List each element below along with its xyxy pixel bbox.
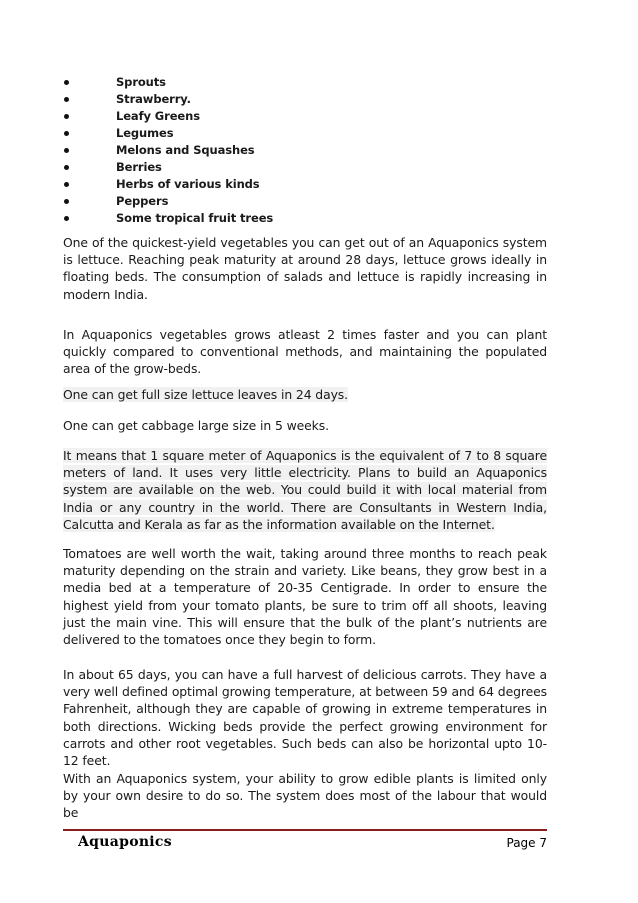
crop-bullet-list	[64, 74, 273, 227]
list-item	[64, 91, 273, 108]
list-item-text: Sprouts	[116, 75, 166, 89]
paragraph-cabbage: One can get cabbage large size in 5 weeks.	[63, 418, 329, 433]
paragraph-lettuce-days	[63, 386, 547, 403]
paragraph-tomatoes: Tomatoes are well worth the wait, taking around three months to reach peak maturity depending on the strain and variety. Like beans, they grow best in a media bed at a temperature of 20-35 Centigrade. In order to ensure the highest yield from your tomato plants, be sure to trim off all shoots, leaving just the main vine. This will ensure that the bulk of the plant’s nutrients are delivered to the tomatoes once they begin to form.	[63, 546, 547, 648]
list-item	[64, 159, 273, 176]
list-item-text: Peppers	[116, 194, 169, 208]
paragraph-carrots: In about 65 days, you can have a full harvest of delicious carrots. They have a very well defined optimal growing temperature, at between 59 and 64 degrees Fahrenheit, although they are capable of growing in extreme temperatures in both directions. Wicking beds provide the perfect growing environment for carrots and other root vegetables. Such beds can also be horizontal upto 10-12 feet.	[63, 667, 547, 769]
list-item-text: Herbs of various kinds	[116, 177, 260, 191]
list-item	[64, 210, 273, 227]
list-item-text: Berries	[116, 160, 162, 174]
list-item	[64, 176, 273, 193]
highlighted-text: One can get full size lettuce leaves in 24 days.	[63, 387, 348, 402]
list-item	[64, 125, 273, 142]
bullet-icon	[64, 80, 69, 85]
paragraph-aquaponics-ability: With an Aquaponics system, your ability to grow edible plants is limited only by your own desire to do so. The system does most of the labour that would be	[63, 771, 547, 821]
bullet-icon	[64, 182, 69, 187]
paragraph-growth-speed: In Aquaponics vegetables grows atleast 2 times faster and you can plant quickly compared to conventional methods, and maintaining the populated area of the grow-beds.	[63, 327, 547, 377]
highlighted-text: It means that 1 square meter of Aquaponics is the equivalent of 7 to 8 square meters of land. It uses very little electricity. Plans to build an Aquaponics system are available on the web. You could build it with local material from India or any country in the world. There are Consultants in Western India, Calcutta and Kerala as far as the information available on the Internet.	[63, 448, 547, 532]
paragraph-lettuce: One of the quickest-yield vegetables you can get out of an Aquaponics system is lettuce. Reaching peak maturity at around 28 days, lettuce grows ideally in floating beds. The consumption of salads and lettuce is rapidly increasing in modern India.	[63, 235, 547, 302]
bullet-icon	[64, 216, 69, 221]
list-item	[64, 193, 273, 210]
list-item	[64, 108, 273, 125]
list-item-text: Legumes	[116, 126, 174, 140]
bullet-icon	[64, 199, 69, 204]
bullet-icon	[64, 114, 69, 119]
bullet-icon	[64, 165, 69, 170]
list-item	[64, 142, 273, 159]
bullet-icon	[64, 97, 69, 102]
footer-title: Aquaponics	[78, 834, 172, 850]
page-number: Page 7	[506, 836, 547, 850]
bullet-icon	[64, 148, 69, 153]
list-item-text: Strawberry.	[116, 92, 191, 106]
list-item-text: Melons and Squashes	[116, 143, 255, 157]
list-item-text: Leafy Greens	[116, 109, 200, 123]
bullet-icon	[64, 131, 69, 136]
list-item-text: Some tropical fruit trees	[116, 211, 274, 225]
list-item	[64, 74, 273, 91]
paragraph-land-equivalent	[63, 447, 547, 533]
footer-rule	[63, 829, 547, 831]
